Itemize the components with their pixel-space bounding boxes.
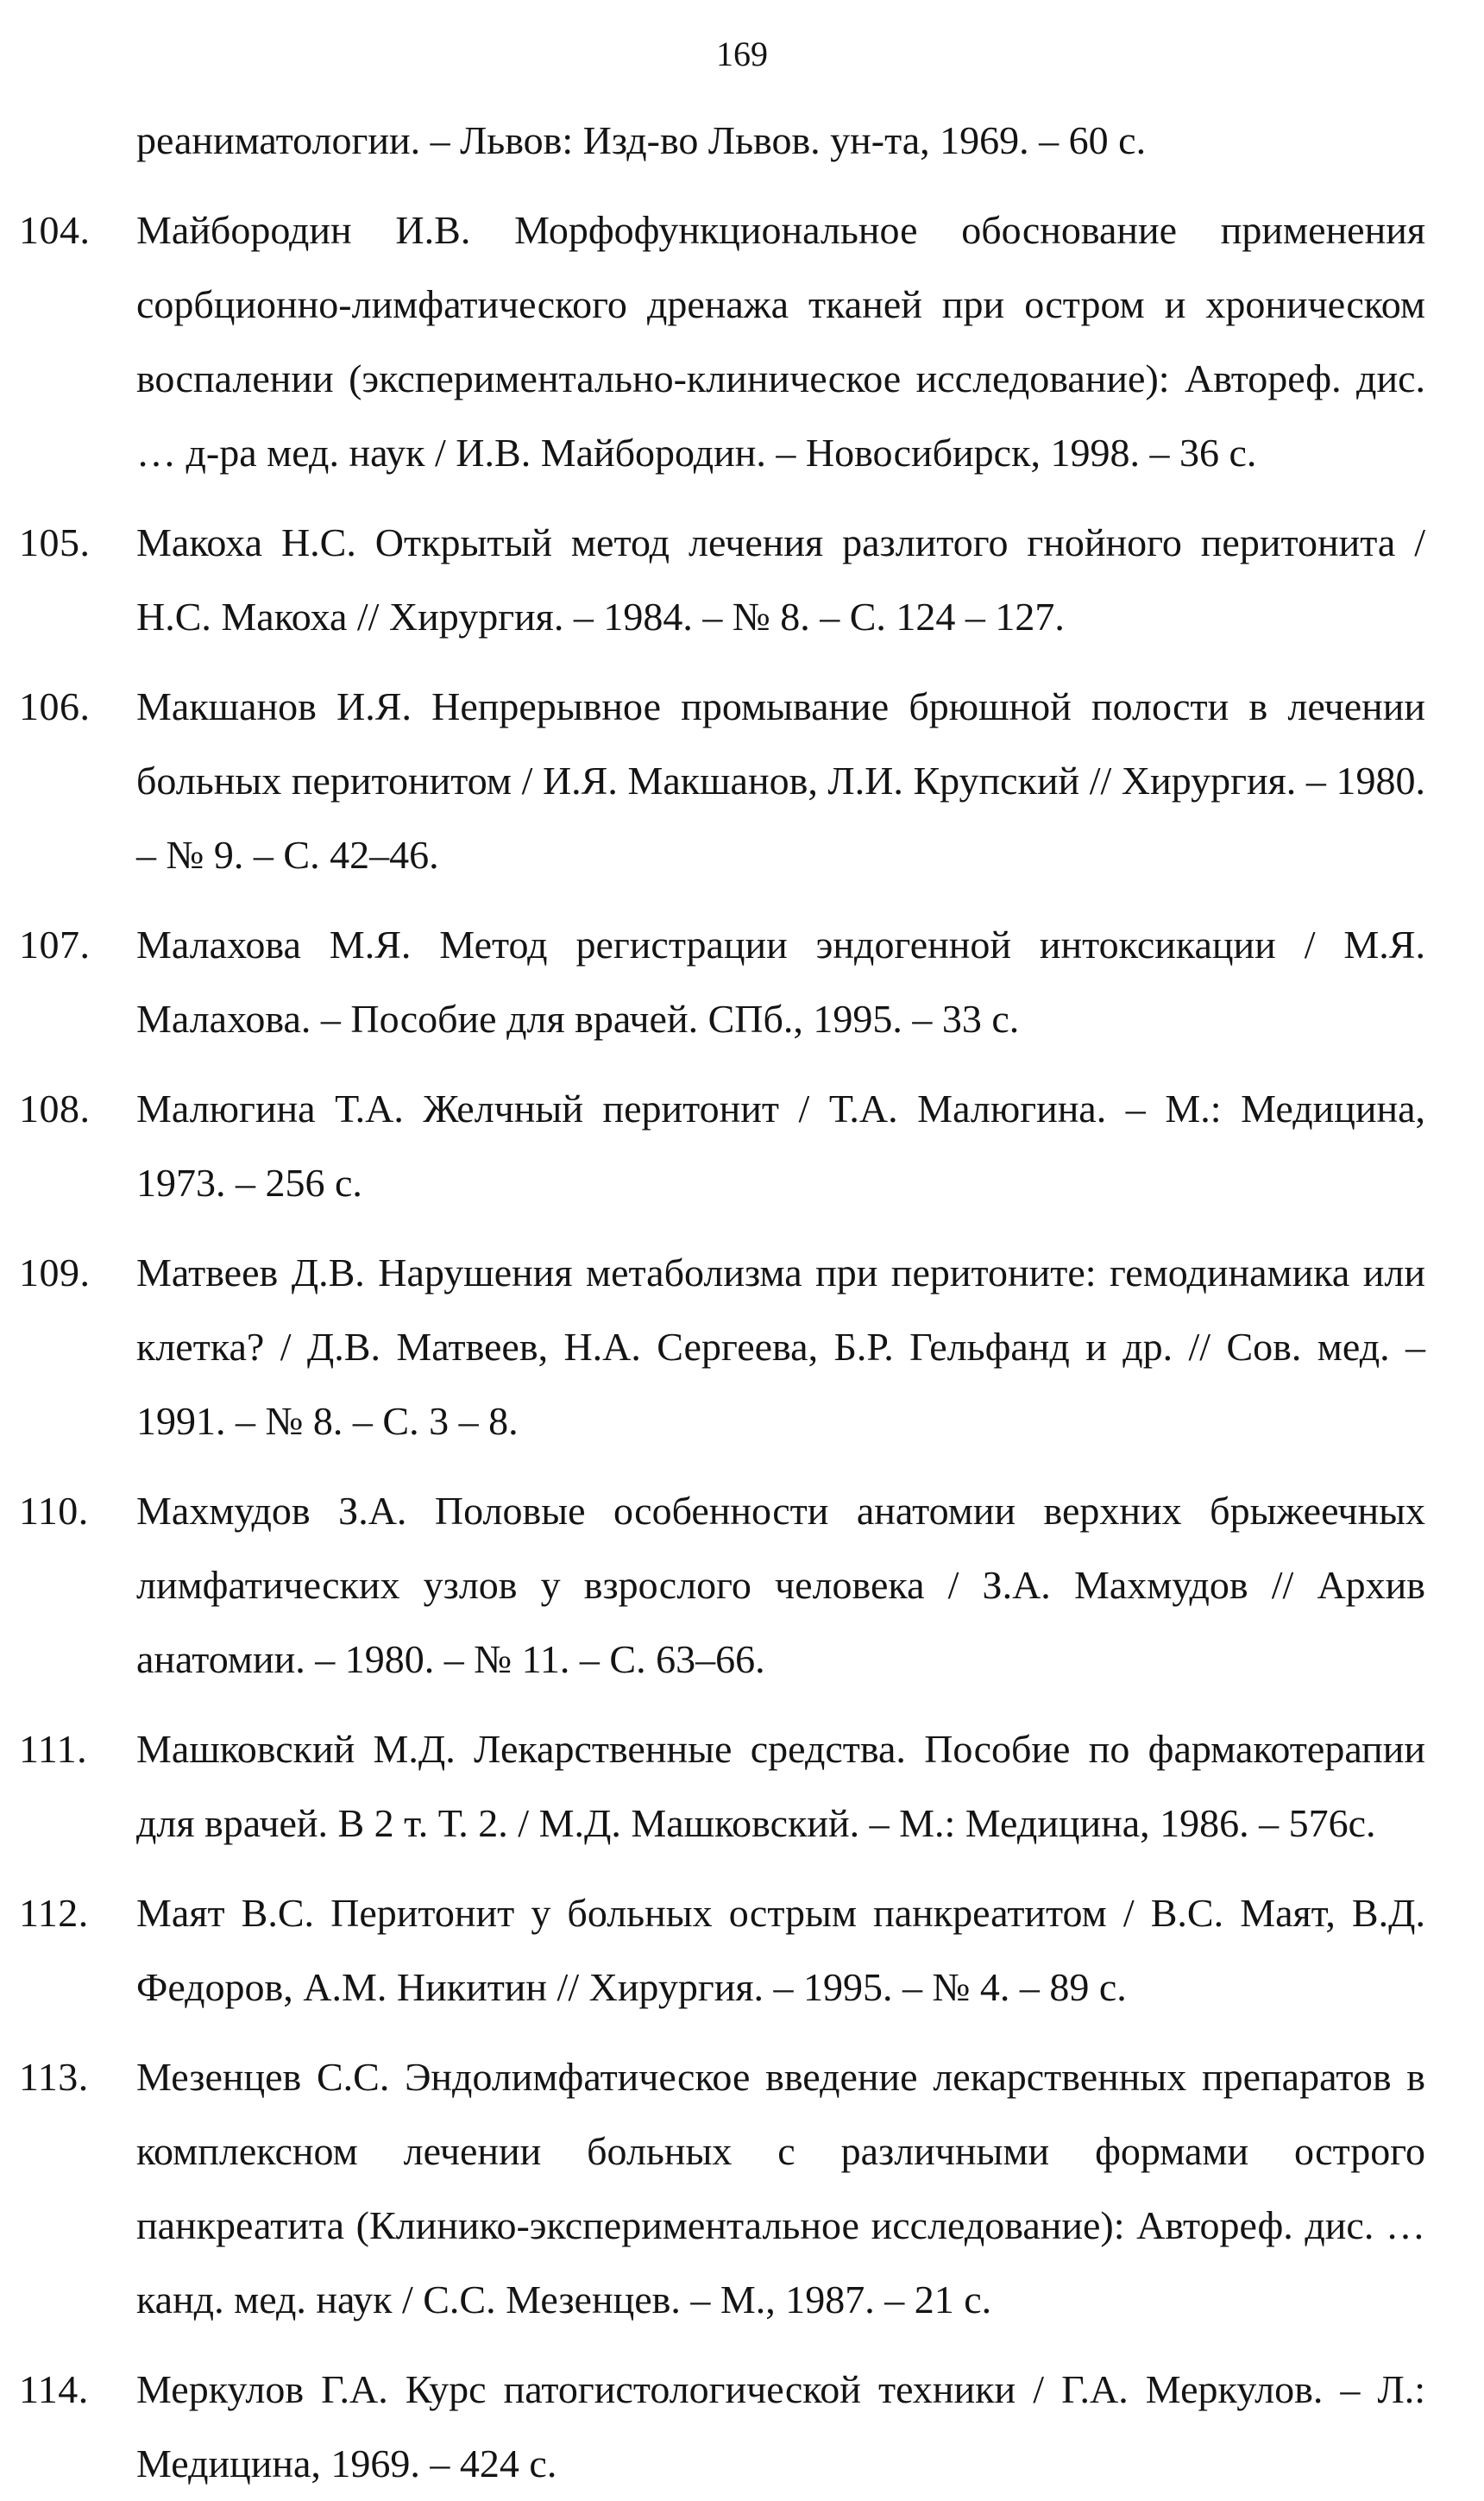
reference-item xyxy=(19,1876,1425,2025)
reference-item xyxy=(19,1712,1425,1861)
page-number: 169 xyxy=(716,35,768,73)
reference-continuation xyxy=(136,104,1425,178)
reference-text: Махмудов З.А. Половые особенности анатомии верхних брыжеечных лимфатических узлов у взрослого человека / З.А. Махмудов // Архив анатомии. – 1980. – № 11. – С. 63–66. xyxy=(136,1489,1425,1681)
reference-text: Меркулов Г.А. Курс патогистологической техники / Г.А. Меркулов. – Л.: Медицина, 1969. – 424 с. xyxy=(136,2367,1425,2485)
reference-text: Майбородин И.В. Морфофункциональное обоснование применения сорбционно-лимфатического дренажа тканей при остром и хроническом воспалении (экспериментально-клиническое исследование): Автореф. дис. … д-ра мед. наук / И.В. Майбородин. – Новосибирск, 1998. – 36 с. xyxy=(136,208,1425,475)
reference-item xyxy=(19,193,1425,490)
reference-text: Машковский М.Д. Лекарственные средства. Пособие по фармакотерапии для врачей. В 2 т. Т. 2. / М.Д. Машковский. – М.: Медицина, 1986. – 576с. xyxy=(136,1727,1425,1845)
reference-text: Малюгина Т.А. Желчный перитонит / Т.А. Малюгина. – М.: Медицина, 1973. – 256 с. xyxy=(136,1087,1425,1205)
reference-item xyxy=(19,1072,1425,1220)
reference-item xyxy=(19,2353,1425,2501)
reference-text: Маят В.С. Перитонит у больных острым панкреатитом / В.С. Маят, В.Д. Федоров, А.М. Никитин // Хирургия. – 1995. – № 4. – 89 с. xyxy=(136,1891,1425,2009)
reference-list xyxy=(19,104,1425,2501)
reference-number: 108. xyxy=(19,1087,91,1131)
reference-item xyxy=(19,670,1425,892)
reference-number: 105. xyxy=(19,520,91,564)
reference-number: 104. xyxy=(19,208,91,252)
reference-item xyxy=(19,2040,1425,2337)
reference-number: 113. xyxy=(19,2055,89,2099)
reference-number: 114. xyxy=(19,2367,89,2411)
reference-item xyxy=(19,1474,1425,1697)
reference-number: 110. xyxy=(19,1489,89,1533)
reference-number: 112. xyxy=(19,1891,89,1935)
reference-number: 106. xyxy=(19,684,91,728)
reference-number: 109. xyxy=(19,1250,91,1295)
reference-item xyxy=(19,908,1425,1056)
reference-text: Макшанов И.Я. Непрерывное промывание брюшной полости в лечении больных перитонитом / И.Я. Макшанов, Л.И. Крупский // Хирургия. – 1980. – № 9. – С. 42–46. xyxy=(136,684,1425,877)
reference-number: 111. xyxy=(19,1727,88,1771)
reference-item xyxy=(19,1236,1425,1458)
reference-text: Матвеев Д.В. Нарушения метаболизма при перитоните: гемодинамика или клетка? / Д.В. Матвеев, Н.А. Сергеева, Б.Р. Гельфанд и др. // Сов. мед. – 1991. – № 8. – С. 3 – 8. xyxy=(136,1250,1425,1443)
reference-item xyxy=(19,506,1425,654)
reference-text: Макоха Н.С. Открытый метод лечения разлитого гнойного перитонита / Н.С. Макоха // Хирургия. – 1984. – № 8. – С. 124 – 127. xyxy=(136,520,1425,639)
reference-text: Мезенцев С.С. Эндолимфатическое введение лекарственных препаратов в комплексном лечении больных с различными формами острого панкреатита (Клинико-экспериментальное исследование): Автореф. дис. … канд. мед. наук / С.С. Мезенцев. – М., 1987. – 21 с. xyxy=(136,2055,1425,2321)
reference-text: реаниматологии. – Львов: Изд-во Львов. ун-та, 1969. – 60 с. xyxy=(136,118,1147,162)
reference-text: Малахова М.Я. Метод регистрации эндогенной интоксикации / М.Я. Малахова. – Пособие для врачей. СПб., 1995. – 33 с. xyxy=(136,923,1425,1041)
reference-number: 107. xyxy=(19,923,91,967)
